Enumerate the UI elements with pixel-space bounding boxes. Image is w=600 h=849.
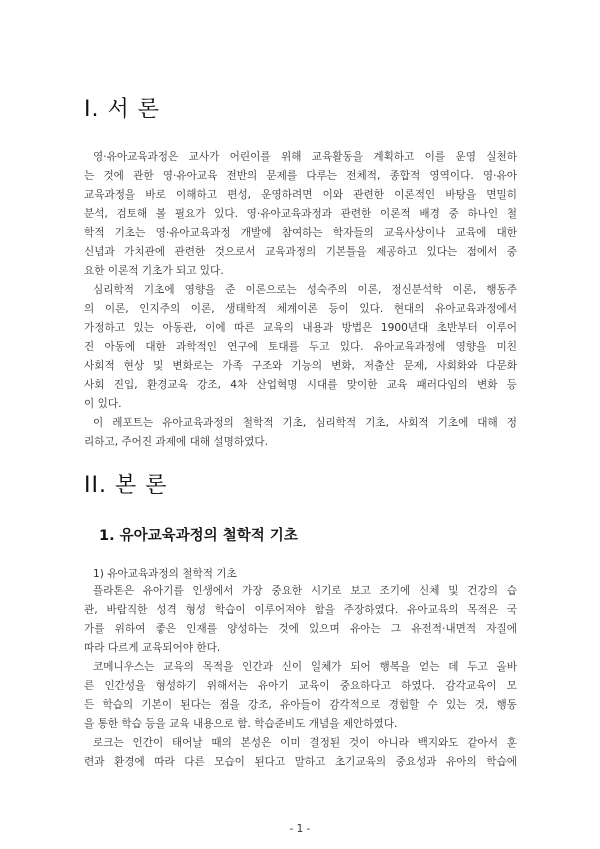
text-line: 가정하고 있는 아동관, 이에 따른 교육의 내용과 방법은 1900년대 초반부터 이루어	[84, 322, 517, 334]
text-line: 분석, 검토해 볼 필요가 있다. 영·유아교육과정과 관련한 이론적 배경 중 하나인 철	[84, 208, 517, 220]
text-line: 의 이론, 인지주의 이론, 생태학적 체계이론 등이 있다. 현대의 유아교육과정에서	[84, 303, 517, 315]
text-line: 리하고, 주어진 과제에 대해 설명하였다.	[84, 436, 268, 448]
text-line: 플라톤은 유아기를 인생에서 가장 중요한 시기로 보고 조기에 신체 및 건강의 습	[93, 585, 517, 597]
body-paragraph-3	[84, 734, 517, 772]
text-line: 학적 기초는 영·유아교육과정 개발에 참여하는 학자들의 교육사상이나 교육에 대한	[84, 227, 517, 239]
intro-paragraph-2	[84, 281, 517, 414]
page-number: - 1 -	[289, 823, 311, 835]
text-line: 을 통한 학습 등을 교육 내용으로 함. 학습준비도 개념을 제안하였다.	[84, 718, 398, 730]
body-heading: II. 본 론	[84, 473, 168, 498]
text-line: 교육과정을 바로 이해하고 편성, 운영하려면 이와 관련한 이론적인 바탕을 면밀히	[84, 189, 517, 201]
text-line: 가를 위하여 좋은 인재를 양성하는 것에 있으며 유아는 그 유전적·내면적 자질에	[84, 623, 517, 635]
text-line: 따라 다르게 교육되어야 한다.	[84, 642, 221, 654]
text-line: 영·유아교육과정은 교사가 어린이를 위해 교육활동을 계획하고 이를 운영 실천하	[93, 151, 517, 163]
text-line: 신념과 가치관에 관련한 것으로서 교육과정의 기본틀을 제공하고 있다는 점에서 중	[84, 246, 517, 258]
text-line: 사회적 현상 및 변화로는 가족 구조와 기능의 변화, 저출산 문제, 사회화와 다문화	[84, 360, 517, 372]
body-paragraph-2	[84, 658, 517, 734]
subsection-heading: 1) 유아교육과정의 철학적 기초	[93, 568, 237, 580]
text-line: 른 인간성을 형성하기 위해서는 유아기 교육이 중요하다고 하였다. 감각교육이 모	[84, 680, 517, 692]
section-1-heading: 1. 유아교육과정의 철학적 기초	[99, 528, 298, 544]
text-line: 코메니우스는 교육의 목적을 인간과 신이 일체가 되어 행복을 얻는 데 두고 올바	[93, 661, 517, 673]
intro-paragraph-3	[84, 414, 517, 452]
text-line: 련과 환경에 따라 다른 모습이 된다고 말하고 초기교육의 중요성과 유아의 학습에	[84, 756, 517, 768]
text-line: 이 레포트는 유아교육과정의 철학적 기초, 심리학적 기초, 사회적 기초에 대해 정	[93, 417, 517, 429]
text-line: 관, 바람직한 성격 형성 학습이 이루어져야 함을 주장하였다. 유아교육의 목적은 국	[84, 604, 517, 616]
text-line: 진 아동에 대한 과학적인 연구에 토대를 두고 있다. 유아교육과정에 영향을 미친	[84, 341, 517, 353]
intro-heading: I. 서 론	[84, 97, 160, 122]
text-line: 는 것에 관한 영·유아교육 전반의 문제를 다루는 전체적, 종합적 영역이다. 영·유아	[84, 170, 517, 182]
text-line: 든 학습의 기본이 된다는 점을 강조, 유아들이 감각적으로 경험할 수 있는 것, 행동	[84, 699, 517, 711]
body-paragraph-1	[84, 582, 517, 658]
text-line: 요한 이론적 기초가 되고 있다.	[84, 265, 224, 277]
text-line: 사회 진입, 환경교육 강조, 4차 산업혁명 시대를 맞이한 교육 패러다임의 변화 등	[84, 379, 517, 391]
intro-paragraph-1	[84, 148, 517, 281]
text-line: 이 있다.	[84, 398, 122, 410]
text-line: 심리학적 기초에 영향을 준 이론으로는 성숙주의 이론, 정신분석학 이론, 행동주	[93, 284, 517, 296]
text-line: 로크는 인간이 태어날 때의 본성은 이미 결정된 것이 아니라 백지와도 같아서 훈	[93, 737, 517, 749]
